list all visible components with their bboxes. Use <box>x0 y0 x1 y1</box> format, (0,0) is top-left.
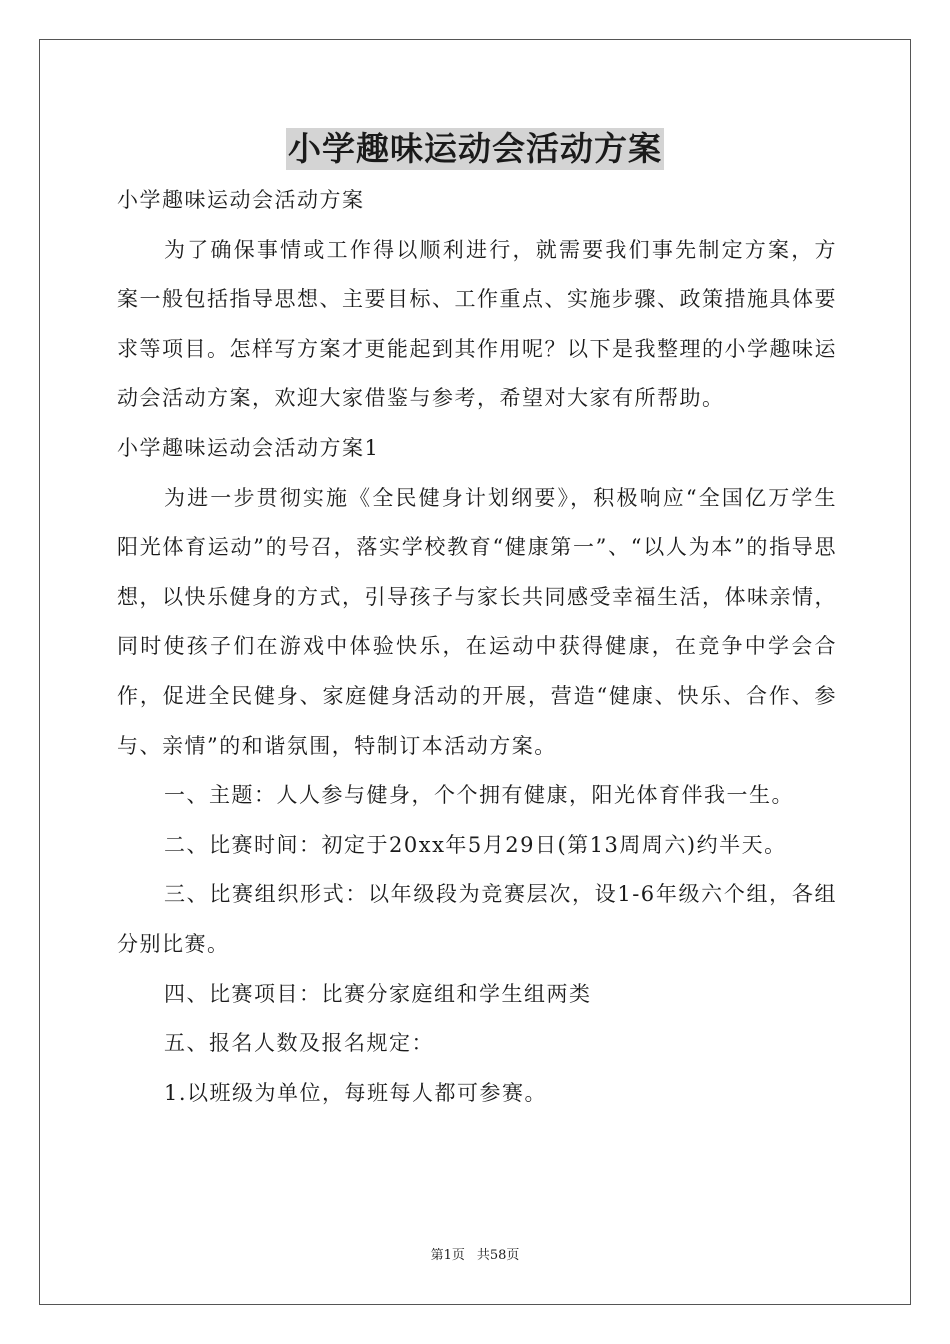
paragraph-section-heading: 小学趣味运动会活动方案1 <box>117 435 380 460</box>
page-number: 第1页 <box>430 1248 465 1263</box>
paragraph-organization: 三、比赛组织形式：以年级段为竞赛层次，设1-6年级六个组，各组分别比赛。 <box>117 882 837 956</box>
document-title: 小学趣味运动会活动方案 <box>288 129 662 168</box>
page-total: 共58页 <box>476 1248 520 1263</box>
title-container <box>0 128 950 170</box>
paragraph-intro: 为了确保事情或工作得以顺利进行，就需要我们事先制定方案，方案一般包括指导思想、主要目标、工作重点、实施步骤、政策措施具体要求等项目。怎样写方案才更能起到其作用呢？以下是我整理的小学趣味运动会活动方案，欢迎大家借鉴与参考，希望对大家有所帮助。 <box>117 237 837 411</box>
paragraph-events: 四、比赛项目：比赛分家庭组和学生组两类 <box>164 981 592 1006</box>
paragraph-registration: 五、报名人数及报名规定： <box>164 1031 434 1056</box>
paragraph-purpose: 为进一步贯彻实施《全民健身计划纲要》，积极响应“全国亿万学生阳光体育运动”的号召，落实学校教育“健康第一”、“以人为本”的指导思想，以快乐健身的方式，引导孩子与家长共同感受幸福生活，体味亲情，同时使孩子们在游戏中体验快乐，在运动中获得健康，在竞争中学会合作，促进全民健身、家庭健身活动的开展，营造“健康、快乐、合作、参与、亲情”的和谐氛围，特制订本活动方案。 <box>117 485 837 758</box>
paragraph-time: 二、比赛时间：初定于20xx年5月29日(第13周周六)约半天。 <box>164 832 787 857</box>
paragraph-subtitle: 小学趣味运动会活动方案 <box>117 188 365 212</box>
page-footer <box>0 1247 950 1265</box>
paragraph-rule-1: 1.以班级为单位，每班每人都可参赛。 <box>164 1080 548 1105</box>
paragraph-theme: 一、主题：人人参与健身，个个拥有健康，阳光体育伴我一生。 <box>164 783 794 808</box>
document-body <box>117 176 837 1118</box>
